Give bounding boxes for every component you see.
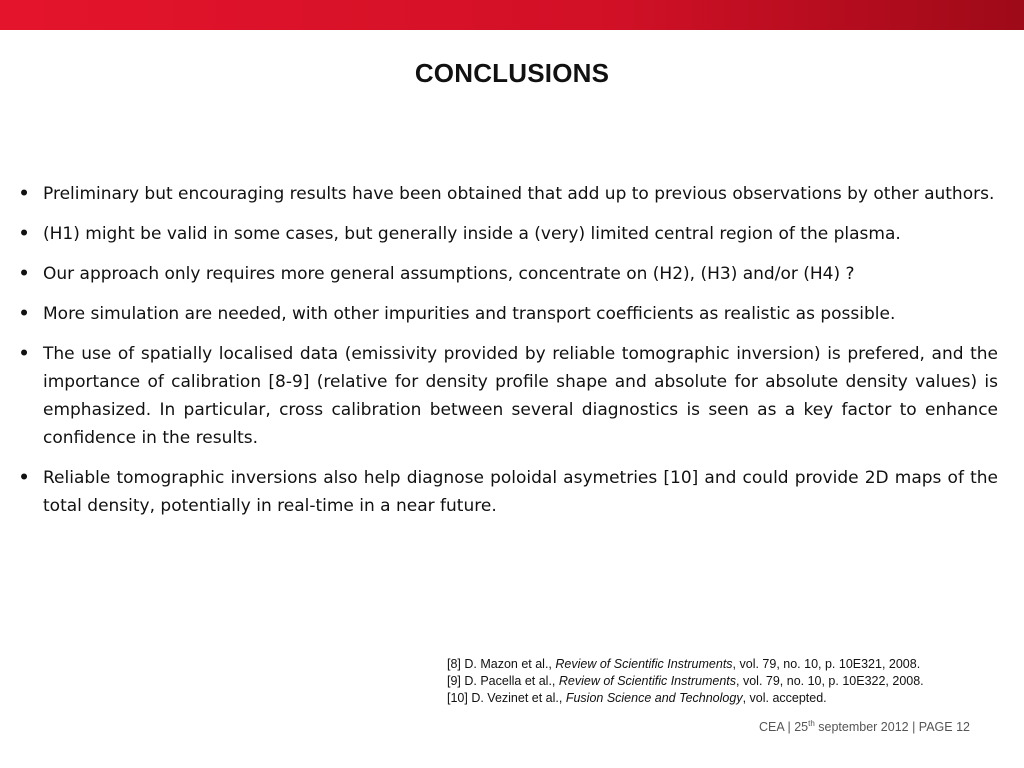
list-item [18,464,998,520]
bullet-icon: • [18,224,30,244]
bullet-icon: • [18,304,30,324]
list-item [18,340,998,452]
bullet-list [18,180,998,532]
page-title: CONCLUSIONS [414,58,610,88]
bullet-icon: • [18,344,30,364]
reference-item: [10] D. Vezinet et al., Fusion Science and Technology, vol. accepted. [447,691,827,705]
bullet-icon: • [18,264,30,284]
bullet-icon: • [18,184,30,204]
bullet-text: (H1) might be valid in some cases, but generally inside a (very) limited central region of the plasma. [43,224,901,244]
list-item [18,220,998,248]
header-accent-bar [0,0,1024,30]
bullet-text: More simulation are needed, with other impurities and transport coefficients as realistic as possible. [43,304,896,324]
list-item [18,260,998,288]
reference-item: [8] D. Mazon et al., Review of Scientific Instruments, vol. 79, no. 10, p. 10E321, 2008. [447,657,921,671]
bullet-text: The use of spatially localised data (emissivity provided by reliable tomographic inversion) is prefered, and the importance of calibration [8-9] (relative for density profile shape and absolute for absolute density values) is emphasized. In particular, cross calibration between several diagnostics is seen as a key factor to enhance confidence in the results. [43,344,998,448]
reference-item: [9] D. Pacella et al., Review of Scientific Instruments, vol. 79, no. 10, p. 10E322, 2008. [447,674,924,688]
bullet-icon: • [18,468,30,488]
list-item [18,180,998,208]
bullet-text: Preliminary but encouraging results have been obtained that add up to previous observations by other authors. [43,184,995,204]
page-footer: CEA | 25th september 2012 | PAGE 12 [759,719,970,735]
list-item [18,300,998,328]
bullet-text: Reliable tomographic inversions also help diagnose poloidal asymetries [10] and could provide 2D maps of the total density, potentially in real-time in a near future. [43,468,998,516]
references [447,656,1007,707]
bullet-text: Our approach only requires more general assumptions, concentrate on (H2), (H3) and/or (H4) ? [43,264,855,284]
